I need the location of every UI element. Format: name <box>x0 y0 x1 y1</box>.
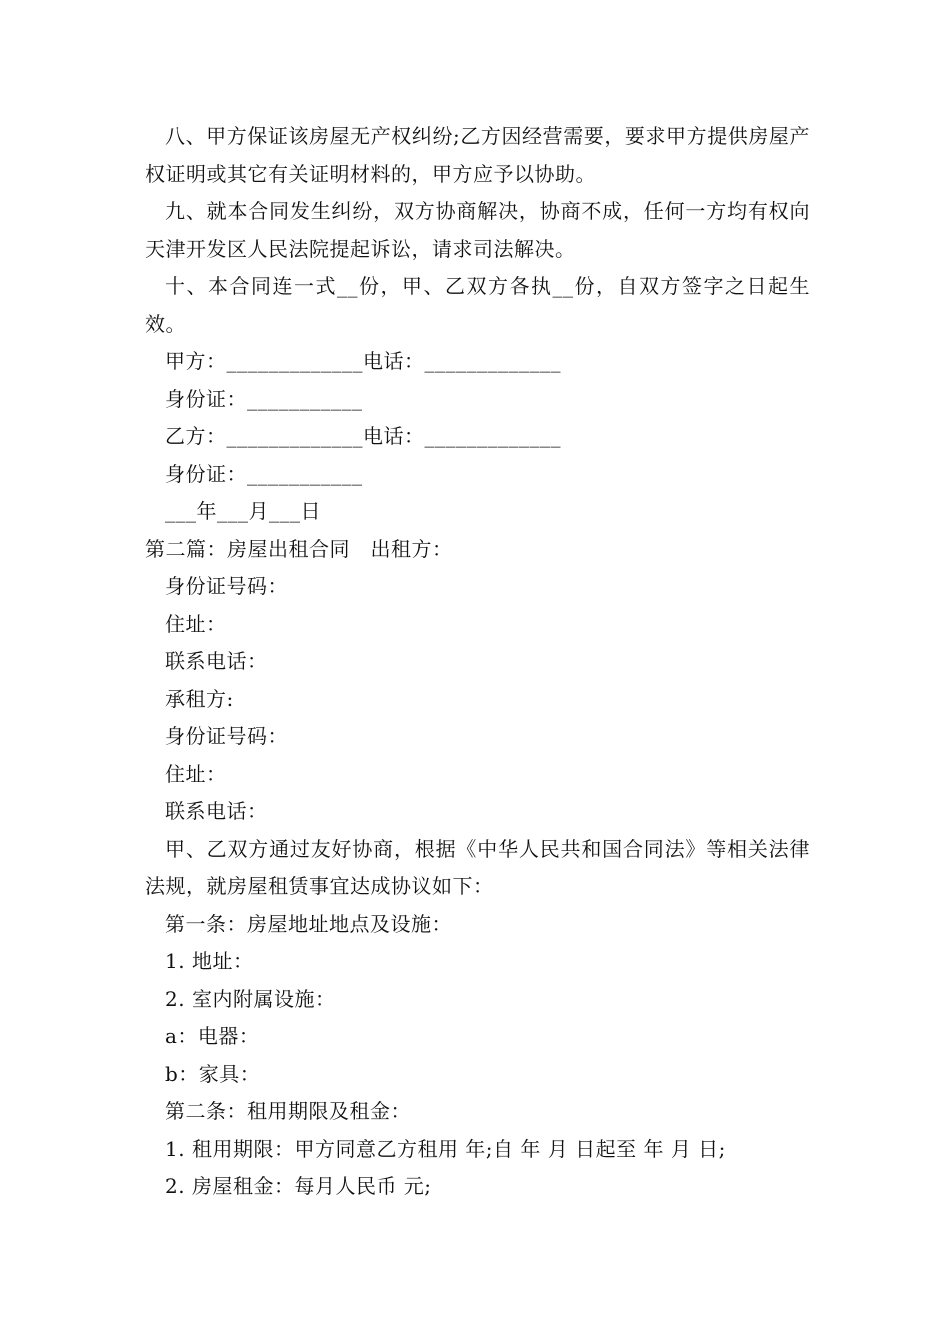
article-2-heading: 第二条：租用期限及租金： <box>165 1099 411 1123</box>
date-line: ___年___月___日 <box>165 499 321 523</box>
lessor-id-number: 身份证号码： <box>165 574 288 598</box>
lessee-label: 承租方: <box>165 686 234 711</box>
article-2-item-rent: 2. 房屋租金：每月人民币 元; <box>165 1174 432 1198</box>
party-b-id-line: 身份证：___________ <box>165 461 363 486</box>
clause-10: 十、本合同连一式__份，甲、乙双方各执__份，自双方签字之日起生效。 <box>145 274 810 336</box>
party-b-signature-line: 乙方：_____________电话：_____________ <box>165 424 561 448</box>
agreement-preamble: 甲、乙双方通过友好协商，根据《中华人民共和国合同法》等相关法律法规，就房屋租赁事宜达成协议如下： <box>145 836 810 898</box>
lessee-phone: 联系电话： <box>165 799 268 823</box>
clause-8: 八、甲方保证该房屋无产权纠纷;乙方因经营需要，要求甲方提供房屋产权证明或其它有关证明材料的，甲方应予以协助。 <box>145 124 810 186</box>
lessor-phone: 联系电话： <box>165 649 268 673</box>
clause-9: 九、就本合同发生纠纷，双方协商解决，协商不成，任何一方均有权向天津开发区人民法院提起诉讼，请求司法解决。 <box>145 199 810 261</box>
facility-appliances: a：电器： <box>165 1024 260 1048</box>
party-a-id-line: 身份证：___________ <box>165 386 363 411</box>
document-body <box>145 118 810 1206</box>
lessee-address: 住址： <box>165 761 227 786</box>
facility-furniture: b：家具： <box>165 1061 261 1086</box>
section-heading: 第二篇：房屋出租合同 出租方： <box>145 536 453 561</box>
article-2-item-term: 1. 租用期限：甲方同意乙方租用 年;自 年 月 日起至 年 月 日; <box>165 1136 726 1161</box>
lessee-id-number: 身份证号码： <box>165 724 288 748</box>
article-1-item-facilities: 2. 室内附属设施： <box>165 986 336 1011</box>
article-1-item-address: 1. 地址： <box>165 949 254 973</box>
party-a-signature-line: 甲方：_____________电话：_____________ <box>165 349 561 373</box>
article-1-heading: 第一条：房屋地址地点及设施： <box>165 911 452 936</box>
lessor-address: 住址： <box>165 611 227 636</box>
